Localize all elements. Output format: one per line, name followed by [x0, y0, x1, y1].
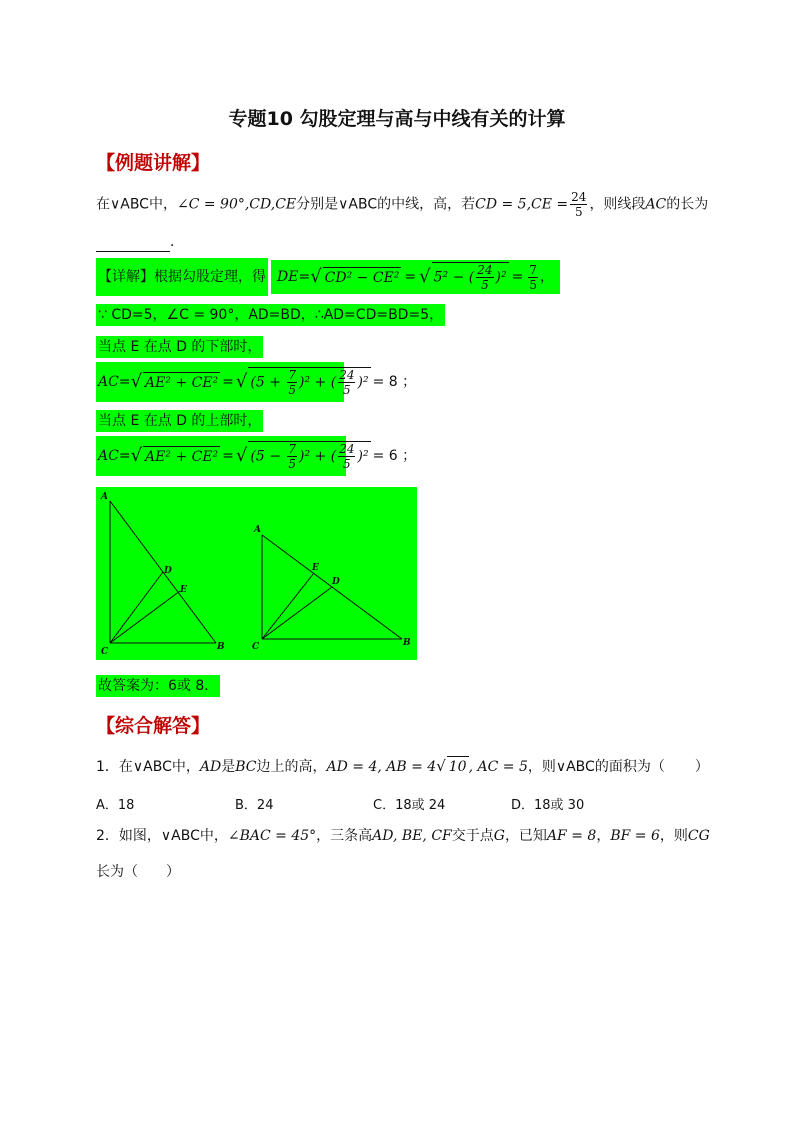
fraction [476, 263, 493, 292]
left-altitude-ce [110, 591, 180, 643]
left-median-cd [110, 572, 163, 643]
question-text: 分别是∨ABC的中线，高，若 [296, 196, 476, 213]
question-text: 的长为 [666, 196, 709, 213]
q2-text: ，已知 [504, 828, 547, 844]
left-triangle [110, 501, 216, 643]
sqrt-content [248, 441, 370, 471]
sqrt-content [248, 367, 370, 397]
right-triangle [262, 535, 402, 639]
de-formula [271, 260, 560, 294]
q1-text: 边上的高， [256, 759, 327, 775]
q1-math: AD [199, 759, 222, 775]
sqrt-icon: √ [130, 445, 143, 466]
question-2-line-2: 长为（ ） [96, 864, 180, 880]
sqrt-icon: √ [235, 371, 248, 392]
sqrt-content: 10 [447, 756, 469, 777]
question-math: CD = 5,CE = [475, 196, 569, 213]
ac-label: AC= [98, 448, 131, 464]
q2-text: ，则 [659, 828, 688, 844]
q1-text: ，则∨ABC的面积为（ [527, 759, 665, 775]
q2-math: AF = 8 [546, 828, 597, 844]
q1-option-c[interactable]: C．18或 24 [373, 798, 446, 813]
section-comprehensive-heading: 【综合解答】 [96, 715, 211, 737]
fraction-denominator: 5 [343, 457, 351, 471]
sqrt-content: AE² + CE² [143, 446, 220, 467]
q2-math: AD, BE, CF [372, 828, 452, 844]
fraction [338, 368, 355, 397]
case2-formula: AC= √ AE² + CE² = √ (5 − $\frac{7}{5}$ )² + ( $\frac{24}{5}$ )² = 6 ； [96, 436, 346, 476]
answer-blank-line [96, 232, 184, 252]
question-math: AC [645, 196, 667, 213]
right-label-c: C [252, 642, 260, 652]
fraction [528, 263, 538, 292]
q2-text: ， [596, 828, 611, 844]
q1-text: 是 [221, 759, 236, 775]
q2-math: G [493, 828, 505, 844]
sqrt-content: AE² + CE² [143, 372, 220, 393]
q1-math: AD = 4, AB = 4 [326, 759, 437, 775]
right-label-e: E [312, 563, 319, 573]
sqrt-content: CD² − CE² [323, 267, 402, 288]
sqrt-icon: √ [235, 445, 248, 466]
expr: (5 − [250, 448, 286, 465]
fraction-denominator: 5 [529, 277, 537, 292]
expr: )² [495, 269, 507, 286]
q1-option-b[interactable]: B．24 [235, 798, 274, 813]
fraction [570, 190, 587, 219]
expr: (5 + [250, 374, 286, 391]
result: = 8 ； [372, 374, 417, 390]
fraction-denominator: 5 [288, 383, 297, 397]
q2-math: ∠BAC = 45° [227, 828, 317, 844]
fraction-denominator: 5 [574, 205, 583, 219]
sqrt-icon: √ [419, 266, 431, 287]
fraction-numerator: 24 [571, 190, 587, 204]
question-math: ∠C = 90°,CD,CE [176, 196, 297, 213]
left-label-d: D [164, 566, 172, 576]
sqrt-icon: √ [436, 757, 446, 775]
question-2 [96, 826, 710, 846]
q2-math: CG [687, 828, 710, 844]
left-label-a: A [101, 492, 108, 502]
question-text: ，则线段 [589, 196, 646, 213]
triangle-figure-svg [96, 487, 417, 660]
solution-answer: 故答案为：6或 8． [96, 675, 220, 697]
detail-label: 【详解】根据勾股定理，得 [96, 258, 268, 296]
fraction-numerator: 24 [339, 368, 355, 382]
de-label: DE= [277, 269, 311, 285]
q2-text: 2．如图，∨ABC中， [96, 828, 228, 844]
section-examples-heading: 【例题讲解】 [96, 152, 211, 174]
left-label-c: C [101, 647, 109, 657]
triangle-figure [96, 487, 417, 660]
q2-text: ，三条高 [316, 828, 373, 844]
fraction-numerator: 7 [529, 262, 537, 277]
expr: )² [357, 448, 369, 465]
result: = 6 ； [372, 448, 417, 464]
expr: )² + ( [299, 448, 337, 465]
sqrt-content [432, 262, 509, 292]
q2-math: BF = 6 [610, 828, 660, 844]
question-text: 在∨ABC中， [96, 196, 177, 213]
sqrt-icon: √ [130, 371, 143, 392]
case1-formula: AC= √ AE² + CE² = √ (5 + $\frac{7}{5}$ )² + ( $\frac{24}{5}$ )² = 8 ； [96, 362, 344, 402]
ac-label: AC= [98, 374, 131, 390]
expr: 5² − ( [433, 269, 475, 286]
q2-text: 交于点 [451, 828, 494, 844]
fraction [338, 442, 355, 471]
q1-math: , AC = 5 [468, 759, 528, 775]
fraction [287, 368, 297, 397]
case2-label: 当点 E 在点 D 的上部时， [96, 410, 263, 432]
right-label-b: B [403, 638, 411, 648]
fraction-numerator: 24 [339, 442, 355, 456]
solution-line-2: ∵ CD=5，∠C = 90°，AD=BD，∴AD=CD=BD=5， [96, 304, 445, 326]
fraction [287, 442, 297, 471]
q1-math: BC [235, 759, 257, 775]
q1-text: 1．在∨ABC中， [96, 759, 200, 775]
left-label-b: B [217, 642, 225, 652]
sqrt-icon: √ [310, 266, 322, 287]
equals: = [404, 269, 417, 285]
fraction-numerator: 7 [288, 442, 297, 456]
equals: = [511, 269, 524, 285]
right-label-a: A [254, 525, 261, 535]
blank-period: ． [170, 234, 184, 250]
fraction-numerator: 7 [288, 368, 297, 382]
q1-option-a[interactable]: A．18 [96, 798, 135, 813]
q1-text: ） [694, 759, 709, 775]
fraction-denominator: 5 [481, 278, 489, 292]
right-label-d: D [332, 577, 340, 587]
answer-blank[interactable] [96, 237, 170, 252]
fraction-denominator: 5 [288, 457, 297, 471]
fraction-numerator: 24 [477, 263, 493, 277]
solution-detail-line [96, 258, 560, 296]
left-label-e: E [180, 585, 187, 595]
page-title: 专题10 勾股定理与高与中线有关的计算 [228, 108, 566, 130]
q1-option-d[interactable]: D．18或 30 [511, 798, 585, 813]
fraction-denominator: 5 [343, 383, 351, 397]
expr: )² [357, 374, 369, 391]
comma: ， [539, 269, 554, 285]
case1-label: 当点 E 在点 D 的下部时， [96, 336, 263, 358]
expr: )² + ( [299, 374, 337, 391]
question-1 [96, 756, 709, 777]
example-question [96, 190, 708, 219]
